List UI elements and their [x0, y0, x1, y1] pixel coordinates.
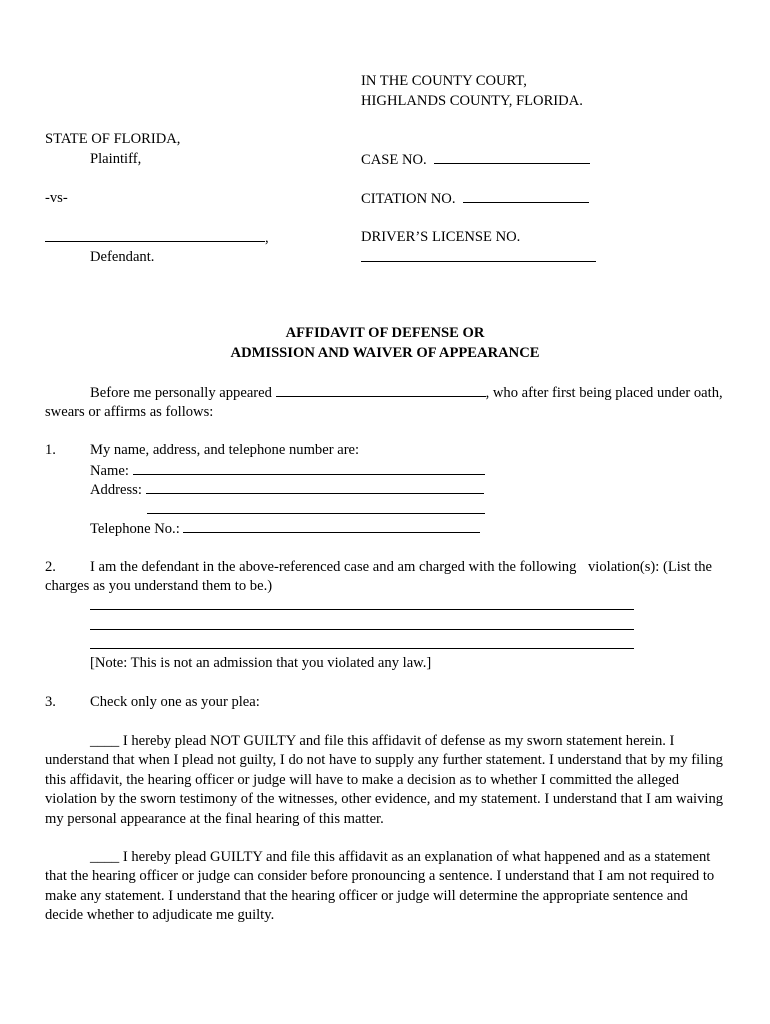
- citation-no-row: [361, 189, 589, 209]
- name-row: [90, 461, 485, 481]
- drivers-license-label: DRIVER’S LICENSE NO.: [361, 229, 521, 245]
- defendant-name-line: [45, 228, 269, 248]
- document-title-line2: ADMISSION AND WAIVER OF APPEARANCE: [230, 345, 540, 361]
- court-name-line1: IN THE COUNTY COURT,: [361, 73, 527, 89]
- affiant-name-blank[interactable]: [276, 383, 486, 397]
- intro-line2: swears or affirms as follows:: [45, 404, 214, 420]
- charges-blank-3[interactable]: [90, 648, 634, 649]
- address-blank-2[interactable]: [147, 513, 485, 514]
- case-no-label: CASE NO.: [361, 152, 427, 168]
- not-guilty-paragraph: [45, 732, 725, 829]
- item2-note: [Note: This is not an admission that you violated any law.]: [90, 655, 432, 671]
- defendant-name-blank[interactable]: [45, 228, 265, 242]
- intro-line1: [90, 383, 723, 403]
- item1-number: 1.: [45, 442, 56, 458]
- not-guilty-checkbox-blank[interactable]: ____: [90, 733, 120, 749]
- telephone-row: [90, 519, 480, 539]
- guilty-paragraph: [45, 848, 725, 926]
- name-label: Name:: [90, 463, 129, 479]
- name-blank[interactable]: [133, 461, 485, 475]
- guilty-checkbox-blank[interactable]: ____: [90, 849, 120, 865]
- charges-blank-1[interactable]: [90, 609, 634, 610]
- item2-text-a: I am the defendant in the above-referenced case and am charged with the following: [90, 559, 577, 575]
- plaintiff-role: Plaintiff,: [90, 151, 142, 167]
- citation-no-blank[interactable]: [463, 189, 589, 203]
- court-name-line2: HIGHLANDS COUNTY, FLORIDA.: [361, 93, 583, 109]
- defendant-comma: ,: [265, 230, 269, 246]
- not-guilty-text: I hereby plead NOT GUILTY and file this affidavit of defense as my sworn statement herein. I understand that when I plead not guilty, I do not have to supply any further statement. I understand that by my filing this affidavit, the hearing officer or judge will have to make a decision as to whether I committed the alleged violation by the sworn testimony of the witnesses, other evidence, and my statement. I understand that I am waiving my personal appearance at the final hearing of this matter.: [45, 733, 724, 827]
- item3-number: 3.: [45, 694, 56, 710]
- address-blank-1[interactable]: [146, 480, 484, 494]
- case-no-row: [361, 150, 590, 170]
- plaintiff-name: STATE OF FLORIDA,: [45, 131, 181, 147]
- charges-blank-2[interactable]: [90, 629, 634, 630]
- citation-no-label: CITATION NO.: [361, 191, 456, 207]
- address-label: Address:: [90, 482, 142, 498]
- item2-text-c: charges as you understand them to be.): [45, 578, 273, 594]
- intro-text-b: , who after first being placed under oath,: [485, 385, 723, 401]
- item2-number: 2.: [45, 559, 56, 575]
- telephone-blank[interactable]: [183, 519, 480, 533]
- item3-text: Check only one as your plea:: [90, 694, 260, 710]
- drivers-license-blank[interactable]: [361, 261, 596, 262]
- document-title-line1: AFFIDAVIT OF DEFENSE OR: [285, 325, 485, 341]
- item2-text-b: violation(s): (List the: [588, 559, 713, 575]
- intro-text-a: Before me personally appeared: [90, 385, 272, 401]
- case-no-blank[interactable]: [434, 150, 590, 164]
- address-row: [90, 480, 484, 500]
- guilty-text: I hereby plead GUILTY and file this affidavit as an explanation of what happened and as a statement that the hearing officer or judge can consider before pronouncing a sentence. I understand that I am not required to make any statement. I understand that the hearing officer or judge will determine the appropriate sentence and decide whether to adjudicate me guilty.: [45, 849, 715, 924]
- defendant-role: Defendant.: [90, 249, 155, 265]
- item1-text: My name, address, and telephone number are:: [90, 442, 360, 458]
- telephone-label: Telephone No.:: [90, 521, 180, 537]
- versus-label: -vs-: [45, 190, 68, 206]
